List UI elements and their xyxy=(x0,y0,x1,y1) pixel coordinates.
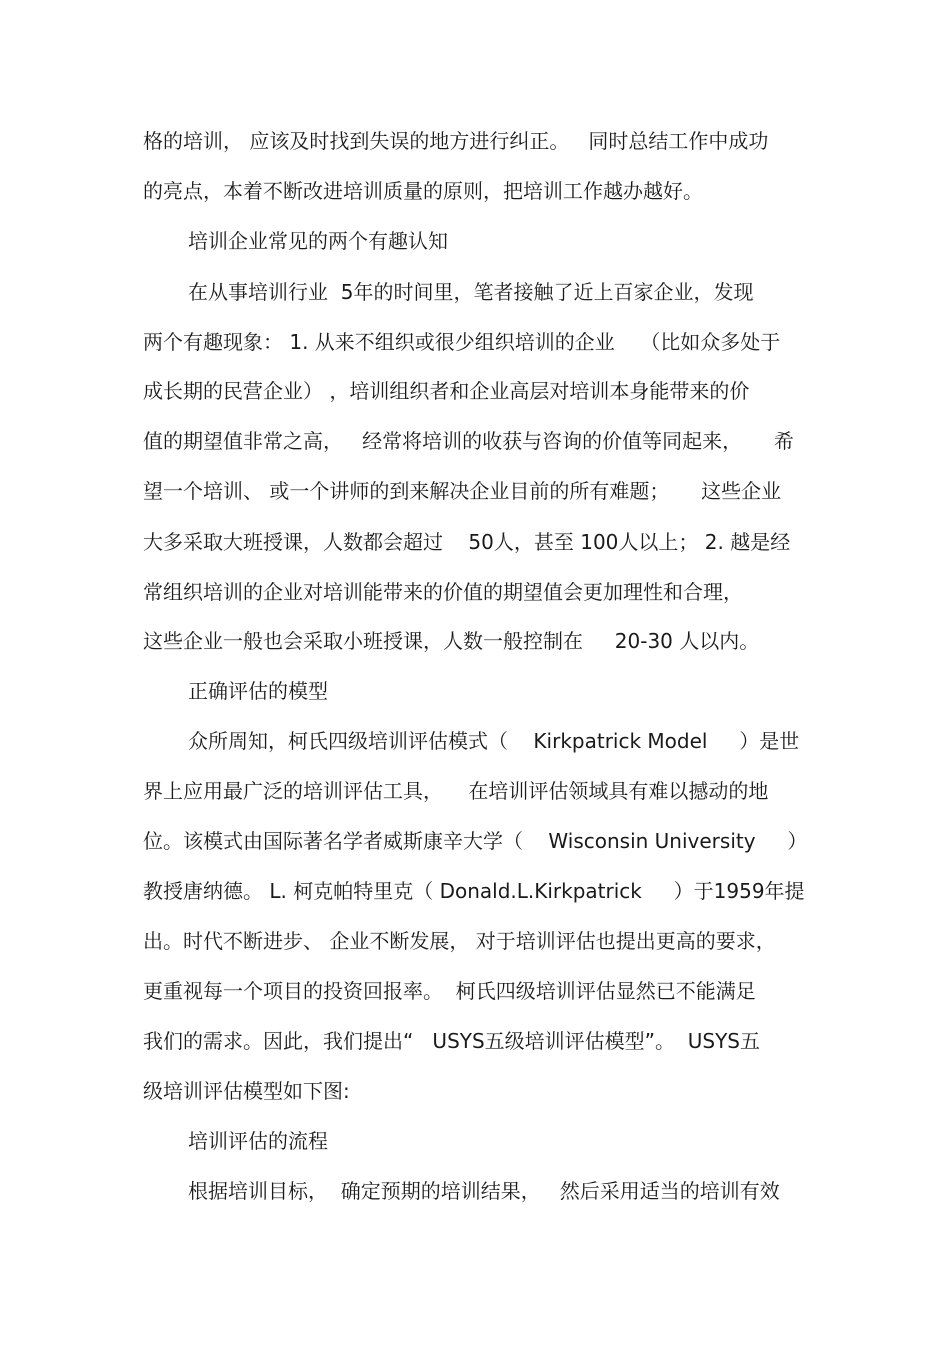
body-line: 众所周知，柯氏四级培训评估模式（ Kirkpatrick Model ）是世 xyxy=(188,729,800,753)
body-line: 成长期的民营企业） ，培训组织者和企业高层对培训本身能带来的价 xyxy=(143,379,750,403)
body-line: 教授唐纳德。 L. 柯克帕特里克（ Donald.L.Kirkpatrick ）于1959年提 xyxy=(143,879,805,903)
body-line: 的亮点，本着不断改进培训质量的原则，把培训工作越办越好。 xyxy=(143,179,703,203)
body-line: 根据培训目标， 确定预期的培训结果， 然后采用适当的培训有效 xyxy=(188,1179,780,1203)
body-line: 常组织培训的企业对培训能带来的价值的期望值会更加理性和合理， xyxy=(143,580,743,604)
body-line: 两个有趣现象： 1. 从来不组织或很少组织培训的企业 （比如众多处于 xyxy=(143,330,781,354)
body-line: 格的培训， 应该及时找到失误的地方进行纠正。 同时总结工作中成功 xyxy=(143,129,769,153)
body-line: 级培训评估模型如下图: xyxy=(143,1079,350,1103)
body-line: 大多采取大班授课，人数都会超过 50人，甚至 100人以上； 2. 越是经 xyxy=(143,530,791,554)
body-line: 出。时代不断进步、 企业不断发展， 对于培训评估也提出更高的要求， xyxy=(143,929,776,953)
body-line: 我们的需求。因此，我们提出“ USYS五级培训评估模型”。 USYS五 xyxy=(143,1029,761,1053)
body-line: 在从事培训行业 5年的时间里，笔者接触了近上百家企业，发现 xyxy=(188,280,754,304)
body-line: 界上应用最广泛的培训评估工具， 在培训评估领域具有难以撼动的地 xyxy=(143,779,769,803)
body-line: 位。该模式由国际著名学者威斯康辛大学（ Wisconsin University ） xyxy=(143,829,808,853)
body-line: 更重视每一个项目的投资回报率。 柯氏四级培训评估显然已不能满足 xyxy=(143,979,756,1003)
body-line: 值的期望值非常之高， 经常将培训的收获与咨询的价值等同起来， 希 xyxy=(143,429,794,453)
section-heading: 培训评估的流程 xyxy=(188,1129,328,1153)
section-heading: 培训企业常见的两个有趣认知 xyxy=(188,229,448,253)
body-line: 望一个培训、 或一个讲师的到来解决企业目前的所有难题； 这些企业 xyxy=(143,479,782,503)
section-heading: 正确评估的模型 xyxy=(188,679,328,703)
body-line: 这些企业一般也会采取小班授课，人数一般控制在 20-30 人以内。 xyxy=(143,629,760,653)
